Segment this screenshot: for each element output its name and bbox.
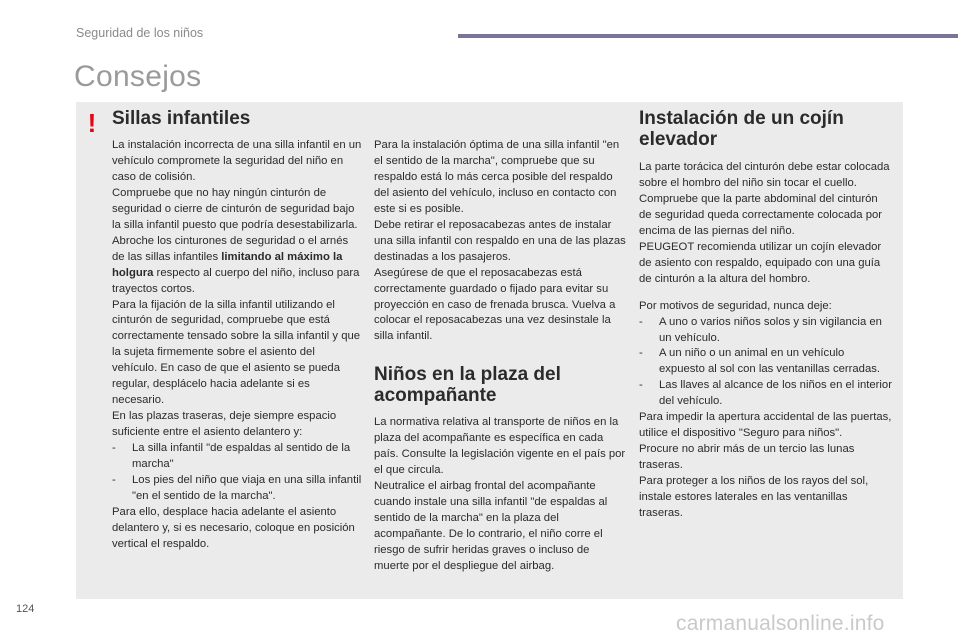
paragraph: Compruebe que la parte abdominal del cinturón de seguridad queda correctamente colocada por encima de las piernas del niño. bbox=[639, 192, 883, 237]
heading-booster-cushion: Instalación de un cojín elevador bbox=[639, 108, 844, 150]
paragraph: Para la fijación de la silla infantil utilizando el cinturón de seguridad, compruebe que está correctamente tensado sobre la silla infantil y que la sujeta firmemente sobre el asiento del vehículo. En caso de que el asiento se pueda regular, desplácelo hacia adelante si es necesario. bbox=[112, 298, 361, 407]
list-item: - A uno o varios niños solos y sin vigilancia en un vehículo. bbox=[639, 315, 893, 347]
page-number: 124 bbox=[16, 603, 35, 615]
bullet-list bbox=[112, 441, 362, 505]
paragraph: La normativa relativa al transporte de niños en la plaza del acompañante es específica en cada país. Consulte la legislación vigente en el país por el que circula. bbox=[374, 416, 626, 477]
paragraph: Asegúrese de que el reposacabezas está correctamente guardado o fijado para evitar su proyección en caso de frenada brusca. Vuelva a colocar el reposacabezas una vez desinstale la silla infantil. bbox=[374, 266, 616, 343]
paragraph: Procure no abrir más de un tercio las lunas traseras. bbox=[639, 443, 855, 472]
paragraph: La instalación incorrecta de una silla infantil en un vehículo compromete la seguridad del niño en caso de colisión. bbox=[112, 139, 362, 183]
list-item: - Las llaves al alcance de los niños en el interior del vehículo. bbox=[639, 378, 893, 410]
paragraph: Para la instalación óptima de una silla infantil "en el sentido de la marcha", compruebe que su respaldo está lo más cerca posible del respaldo del asiento del vehículo, incluso en contacto con este si es posible. bbox=[374, 139, 620, 215]
paragraph: La parte torácica del cinturón debe estar colocada sobre el hombro del niño sin tocar el cuello. bbox=[639, 161, 890, 189]
paragraph: Por motivos de seguridad, nunca deje: bbox=[639, 299, 832, 312]
watermark: carmanualsonline.info bbox=[676, 612, 885, 635]
paragraph: PEUGEOT recomienda utilizar un cojín elevador de asiento con respaldo, equipado con una guía de cinturón a la altura del hombro. bbox=[639, 240, 882, 285]
paragraph-text: Abroche los cinturones de seguridad o el arnés de las sillas infantiles bbox=[112, 234, 349, 263]
emphasis-text: limitando al máximo la holgura bbox=[112, 250, 343, 279]
column-child-seats bbox=[112, 108, 362, 553]
paragraph: Compruebe que no hay ningún cinturón de seguridad o cierre de cinturón de seguridad bajo la silla infantil puesto que podría desestabilizarla. bbox=[112, 186, 358, 231]
paragraph: Para proteger a los niños de los rayos del sol, instale estores laterales en las ventanillas traseras. bbox=[639, 475, 869, 520]
header-rule bbox=[458, 34, 958, 38]
exclamation-icon: ! bbox=[87, 108, 97, 138]
list-item: - A un niño o un animal en un vehículo expuesto al sol con las ventanillas cerradas. bbox=[639, 346, 893, 378]
paragraph bbox=[112, 234, 362, 298]
paragraph: Para impedir la apertura accidental de las puertas, utilice el dispositivo "Seguro para niños". bbox=[639, 411, 892, 440]
page-title: Consejos bbox=[74, 60, 202, 93]
section-title: Seguridad de los niños bbox=[76, 26, 204, 40]
heading-child-seats: Sillas infantiles bbox=[112, 108, 251, 129]
paragraph: En las plazas traseras, deje siempre espacio suficiente entre el asiento delantero y: bbox=[112, 410, 337, 439]
paragraph: Debe retirar el reposacabezas antes de instalar una silla infantil con respaldo en una de las plazas destinadas a los pasajeros. bbox=[374, 218, 626, 263]
paragraph: Para ello, desplace hacia adelante el asiento delantero y, si es necesario, coloque en posición vertical el respaldo. bbox=[112, 505, 355, 550]
column-booster-cushion bbox=[639, 108, 893, 522]
list-item: - La silla infantil "de espaldas al sentido de la marcha" bbox=[112, 441, 362, 473]
column-seat-installation bbox=[374, 138, 626, 575]
paragraph-text: respecto al cuerpo del niño, incluso para trayectos cortos. bbox=[112, 266, 360, 295]
paragraph: Neutralice el airbag frontal del acompañante cuando instale una silla infantil "de espaldas al sentido de la marcha" en la plaza del acompañante. De lo contrario, el niño corre el riesgo de sufrir heridas graves o incluso de muerte por el despliegue del airbag. bbox=[374, 480, 608, 572]
heading-front-passenger: Niños en la plaza del acompañante bbox=[374, 364, 561, 407]
bullet-list bbox=[639, 315, 893, 411]
list-item: - Los pies del niño que viaja en una silla infantil "en el sentido de la marcha". bbox=[112, 473, 362, 505]
